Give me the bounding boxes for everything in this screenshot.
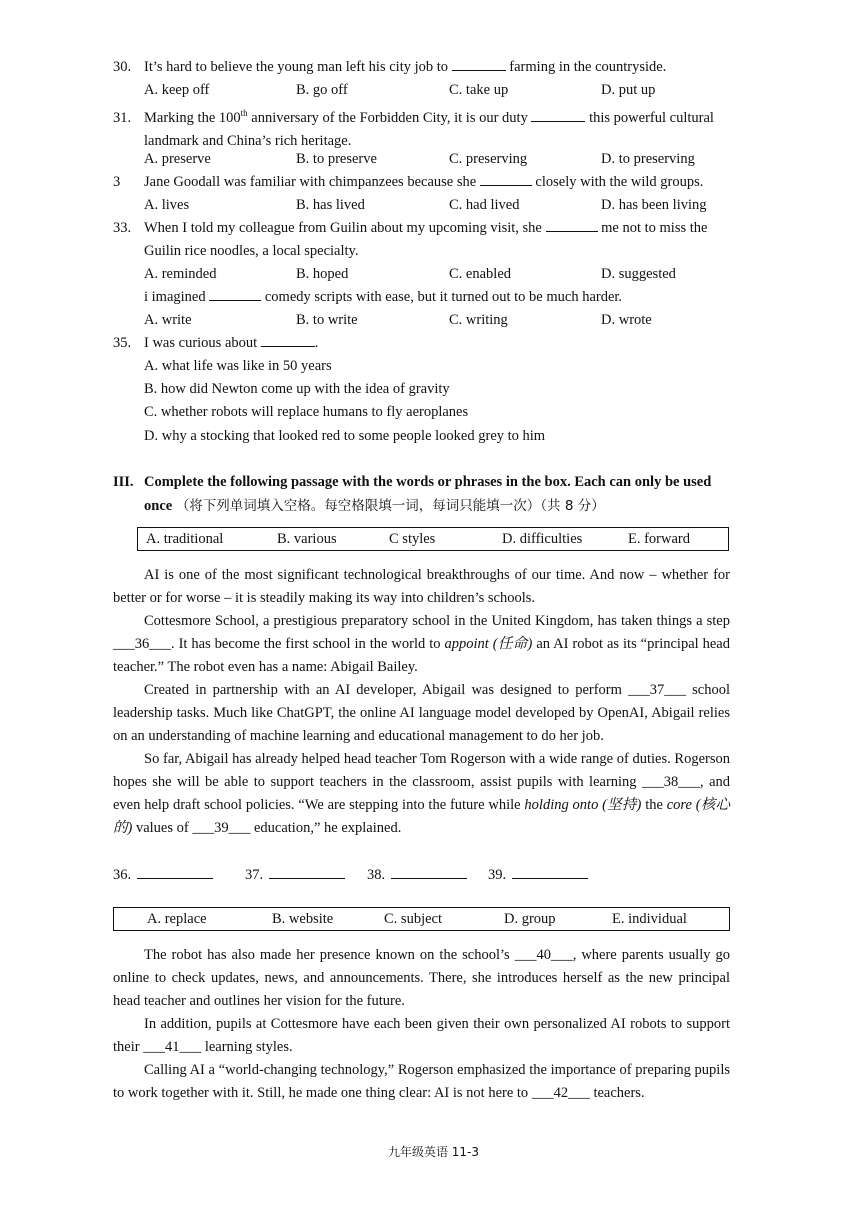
question-text: farming in the countryside.: [509, 59, 667, 75]
blank-39[interactable]: ___39___: [192, 820, 251, 836]
page-footer: 九年级英语 11-3: [387, 1145, 480, 1159]
answer-blank[interactable]: [452, 56, 506, 71]
option[interactable]: B. how did Newton come up with the idea of gravity: [144, 381, 450, 398]
options-31: [144, 148, 744, 171]
option[interactable]: C. enabled: [449, 266, 512, 282]
answer-line[interactable]: [137, 864, 213, 879]
option[interactable]: C. had lived: [449, 197, 520, 213]
options-35: [144, 355, 545, 448]
word-box-2: [113, 907, 730, 931]
question-text: closely with the wild groups.: [535, 174, 704, 190]
glossed-word: core (核心的): [113, 797, 730, 836]
question-text: i imagined: [144, 289, 206, 305]
answer-36[interactable]: [113, 864, 213, 884]
question-text: I was curious about: [144, 335, 258, 351]
option[interactable]: A. write: [144, 312, 192, 328]
question-text: landmark and China’s rich heritage.: [144, 132, 352, 149]
section-title-cn: （将下列单词填入空格。每空格限填一词，每词只能填一次）（共 8 分）: [175, 498, 605, 514]
option[interactable]: C. preserving: [449, 151, 528, 167]
option[interactable]: D. put up: [601, 82, 656, 98]
option[interactable]: B. has lived: [296, 197, 365, 213]
option[interactable]: B. go off: [296, 82, 348, 98]
answer-number: 38.: [367, 867, 386, 883]
passage-1: [113, 564, 730, 840]
options-32: [144, 194, 744, 217]
option[interactable]: C. writing: [449, 312, 508, 328]
blank-40[interactable]: ___40___: [514, 947, 573, 963]
glossed-word: holding onto (坚持): [524, 797, 642, 813]
answer-39[interactable]: [488, 864, 588, 884]
word-box-1: [137, 527, 729, 551]
answer-line[interactable]: [391, 864, 467, 879]
word-option: B. various: [277, 531, 337, 547]
option[interactable]: D. suggested: [601, 266, 676, 282]
option[interactable]: B. to preserve: [296, 151, 377, 167]
question-text: Marking the 100: [144, 109, 241, 126]
word-option: E. individual: [612, 911, 687, 927]
paragraph: So far, Abigail has already helped head teacher Tom Rogerson with a wide range of duties. Rogerson hopes she will be able to support teachers in the classroom, assist pupils with learning ___38___, and even help draft school policies. “We are stepping into the future while holding onto (坚持) the core (核心的) values of ___39___ education,” he explained.: [113, 751, 731, 836]
question-30: [113, 56, 733, 79]
question-number: 31.: [113, 109, 132, 126]
options-34: [144, 309, 744, 332]
paragraph: Created in partnership with an AI developer, Abigail was designed to perform ___37___ school leadership tasks. Much like ChatGPT, the online AI language model developed by OpenAI, Abigail relies on an understanding of machine learning and educational management to do her job.: [113, 682, 731, 744]
answer-37[interactable]: [245, 864, 345, 884]
question-33: [113, 217, 733, 263]
answer-blank[interactable]: [209, 286, 261, 301]
blank-41[interactable]: ___41___: [143, 1039, 202, 1055]
answer-line[interactable]: [512, 864, 588, 879]
word-option: A. replace: [147, 911, 207, 927]
question-text: Guilin rice noodles, a local specialty.: [144, 243, 359, 259]
word-option: C styles: [389, 531, 436, 547]
option[interactable]: C. whether robots will replace humans to fly aeroplanes: [144, 404, 469, 421]
question-number: 33.: [113, 220, 132, 236]
answer-blank[interactable]: [480, 171, 532, 186]
word-option: E. forward: [628, 531, 691, 547]
answer-blank[interactable]: [531, 107, 585, 122]
question-32: [113, 171, 733, 194]
blank-36[interactable]: ___36___: [113, 636, 171, 652]
option[interactable]: C. take up: [449, 82, 509, 98]
question-text: Jane Goodall was familiar with chimpanzees because she: [144, 174, 477, 190]
passage-2: [113, 944, 730, 1105]
word-option: D. difficulties: [502, 531, 583, 547]
option[interactable]: A. what life was like in 50 years: [144, 358, 332, 374]
blank-42[interactable]: ___42___: [531, 1085, 590, 1101]
option[interactable]: D. to preserving: [601, 151, 695, 167]
question-text: this powerful cultural: [589, 109, 714, 126]
option[interactable]: D. wrote: [601, 312, 652, 328]
answer-line[interactable]: [269, 864, 345, 879]
section-heading: [113, 470, 738, 518]
question-text: comedy scripts with ease, but it turned out to be much harder.: [264, 289, 623, 305]
section-number: III.: [113, 474, 134, 490]
question-text: .: [314, 335, 319, 351]
option[interactable]: A. keep off: [144, 82, 210, 98]
question-34: [113, 286, 733, 309]
section-title: Complete the following passage with the words or phrases in the box. Each can only be used: [144, 474, 712, 490]
option[interactable]: B. hoped: [296, 266, 349, 282]
word-option: C. subject: [384, 911, 442, 927]
word-option: D. group: [504, 911, 556, 927]
word-option: B. website: [272, 911, 334, 927]
question-text: It’s hard to believe the young man left his city job to: [144, 59, 449, 75]
option[interactable]: B. to write: [296, 312, 358, 328]
answer-38[interactable]: [367, 864, 467, 884]
superscript: th: [240, 108, 248, 118]
blank-37[interactable]: ___37___: [628, 682, 687, 698]
option[interactable]: D. why a stocking that looked red to some people looked grey to him: [144, 427, 546, 444]
answer-number: 36.: [113, 867, 132, 883]
question-number: 30.: [113, 59, 132, 75]
question-number: 3: [113, 174, 121, 190]
glossed-word: appoint (任命): [444, 636, 533, 652]
option[interactable]: A. preserve: [144, 151, 211, 167]
question-text: me not to miss the: [601, 220, 708, 236]
answer-blank[interactable]: [261, 332, 315, 347]
paragraph: AI is one of the most significant technological breakthroughs of our time. And now – whether for better or for worse – it is steadily making its way into children’s schools.: [113, 567, 730, 606]
question-number: 35.: [113, 335, 132, 351]
section-title: once: [144, 498, 173, 514]
question-35: [113, 332, 733, 355]
blank-38[interactable]: ___38___: [642, 774, 700, 790]
option[interactable]: A. reminded: [144, 266, 217, 282]
question-text: anniversary of the Forbidden City, it is our duty: [247, 109, 528, 126]
answer-number: 39.: [488, 867, 507, 883]
option[interactable]: D. has been living: [601, 197, 707, 213]
paragraph: The robot has also made her presence known on the school’s ___40___, where parents usually go online to check updates, news, and announcements. There, she introduces herself as the new principal head teacher and outlines her vision for the future.: [113, 947, 730, 1009]
question-31: [113, 102, 733, 153]
answer-blank[interactable]: [546, 217, 598, 232]
word-option: A. traditional: [146, 531, 224, 547]
paragraph: Calling AI a “world-changing technology,” Rogerson emphasized the importance of preparing pupils to work together with it. Still, he made one thing clear: AI is not here to ___42___ teachers.: [113, 1062, 730, 1101]
question-text: When I told my colleague from Guilin about my upcoming visit, she: [144, 220, 542, 236]
paragraph: Cottesmore School, a prestigious preparatory school in the United Kingdom, has taken things a step ___36___. It has become the first school in the world to appoint (任命) an AI robot as its “principal head teacher.” The robot even has a name: Abigail Bailey.: [113, 613, 730, 675]
option[interactable]: A. lives: [144, 197, 190, 213]
options-30: [144, 79, 744, 102]
options-33: [144, 263, 744, 286]
paragraph: In addition, pupils at Cottesmore have each been given their own personalized AI robots to support their ___41___ learning styles.: [113, 1016, 730, 1055]
answer-number: 37.: [245, 867, 264, 883]
